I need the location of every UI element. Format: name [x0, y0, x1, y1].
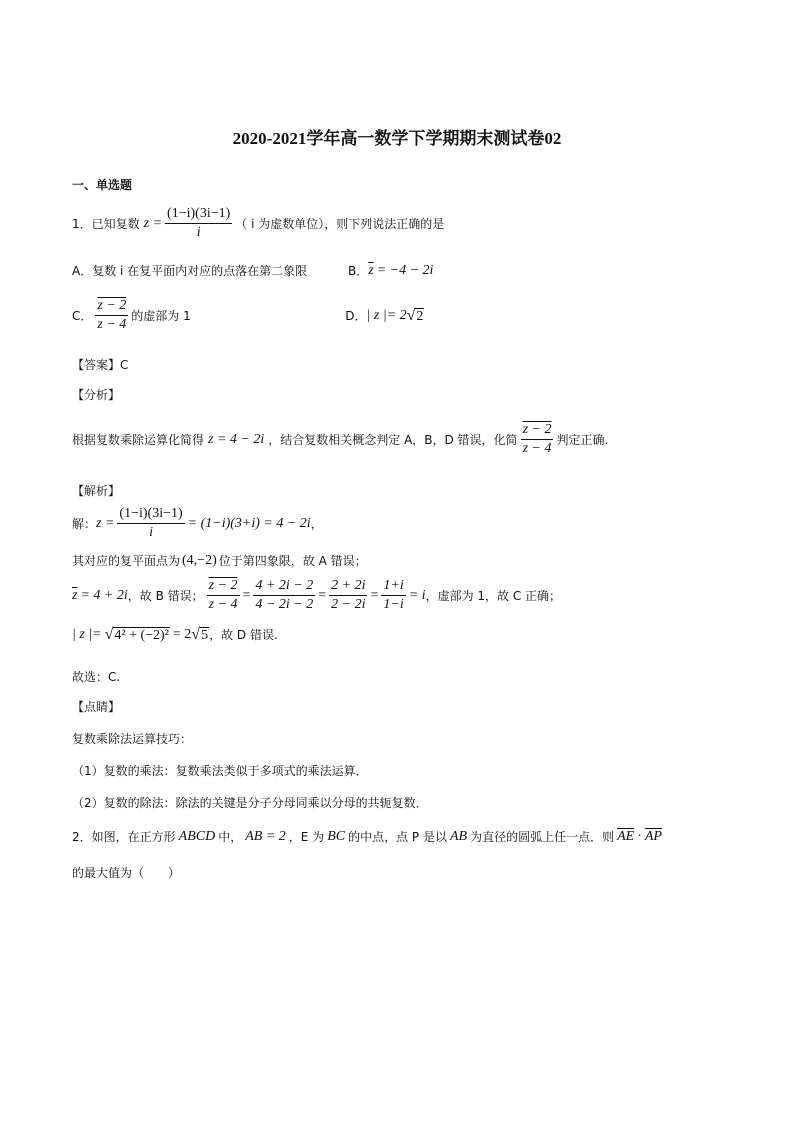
solution-fraction [117, 506, 184, 541]
solution-l2-b: 位于第四象限，故 A 错误； [218, 554, 367, 568]
solution-sqrt-1: √ 4² + (−2)² [104, 625, 169, 643]
solution-point: (4,−2) [182, 552, 217, 568]
q2-ab-eq: AB = 2 [245, 828, 286, 844]
q1-frac-num: (1−i)(3i−1) [165, 206, 232, 224]
solution-frac-3-num: 2 + 2i [329, 578, 367, 596]
solution-frac-1 [207, 578, 240, 613]
solution-sqrt-2: √ 5 [191, 625, 209, 643]
solution-frac-4-den: 1−i [383, 597, 404, 612]
solution-zbar-eq: = 4 + 2i [80, 587, 128, 603]
section-heading: 一、单选题 [72, 178, 133, 192]
solution-frac-den: i [149, 525, 153, 540]
q2-text-d: 的中点，点 P 是以 [348, 830, 447, 844]
comment-point-2: （2）复数的除法：除法的关键是分子分母同乘以分母的共轭复数． [72, 796, 428, 810]
q1-options-ab [72, 262, 433, 279]
q2-vector-ap: $\overline{AP}$ [644, 828, 662, 844]
q1-prefix: 1．已知复数 [72, 217, 140, 231]
q2-text-a: 2．如图，在正方形 [72, 830, 176, 844]
q1-option-d-sqrt: √ 2 [406, 306, 424, 324]
q1-option-c-fraction [95, 298, 128, 333]
q1-fraction [165, 206, 232, 241]
comment-point-1: （1）复数的乘法：复数乘法类似于多项式的乘法运算． [72, 764, 368, 778]
solution-frac-num: (1−i)(3i−1) [117, 506, 184, 524]
solution-end: ， [310, 517, 323, 531]
q1-option-c-den: z − 4 [97, 317, 127, 332]
q2-stem-line-1 [72, 828, 662, 845]
q1-frac-den: i [196, 225, 201, 240]
q2-text-b: 中， [218, 830, 243, 844]
solution-frac-2-den: 4 − 2i − 2 [255, 597, 314, 612]
solution-line-1 [72, 506, 323, 541]
solution-line-3: $\overline{z}$ = 4 + 2i ，故 B 错误； $\frac{z - 2}{z - 4}$ = $\frac{4 + 2i - 2}{4 - 2i - 2}$ = $\frac{2 + 2i}{2 - 2i}$ = $\frac{1+i}{1-i}$ = i ，虚部为 1，故 C 正确； [72, 578, 562, 612]
analysis-frac-den: z − 4 [522, 441, 552, 456]
solution-l4-c: ，故 D 错误. [209, 628, 278, 642]
q1-option-d-label: D． [345, 309, 367, 323]
q2-vector-ae: $\overline{AE}$ [617, 828, 635, 844]
analysis-fraction [521, 422, 554, 457]
solution-frac-4 [381, 578, 405, 613]
analysis-text-2: ，结合复数相关概念判定 A，B，D 错误，化简 [268, 433, 518, 447]
comment-tag: 【点睛】 [72, 700, 121, 714]
solution-zbar: $\overline{z}$ [72, 587, 78, 603]
analysis-line [72, 422, 608, 457]
q1-option-b-zbar: $\overline{z}$ [368, 262, 374, 278]
solution-frac-3-den: 2 − 2i [331, 597, 366, 612]
solution-z: z = [96, 515, 115, 531]
solution-frac-1-den: z − 4 [208, 597, 238, 612]
q2-stem-line-2: 的最大值为（ ） [72, 866, 181, 880]
analysis-expr-1: z = 4 − 2i [208, 431, 265, 447]
solution-frac-2-num: 4 + 2i − 2 [253, 578, 315, 596]
q1-option-b-label: B． [348, 264, 369, 278]
q1-z: z = [143, 215, 163, 231]
solution-frac-1-num: z − 2 [207, 578, 240, 596]
solution-frac-4-num: 1+i [381, 578, 405, 596]
q2-text-c: ，E 为 [288, 830, 325, 844]
q1-option-c-label: C． [72, 309, 93, 323]
solution-tag: 【解析】 [72, 484, 121, 498]
solution-line-4 [72, 626, 278, 643]
q1-stem [72, 206, 444, 241]
analysis-frac-num: z − 2 [521, 422, 554, 440]
q2-bc: BC [327, 828, 346, 844]
solution-eq-2: = 2 [172, 626, 192, 642]
solution-expr: = (1−i)(3+i) = 4 − 2i [187, 515, 311, 531]
solution-l3-b: ，故 B 错误； [127, 589, 204, 603]
comment-intro: 复数乘除法运算技巧： [72, 732, 193, 746]
solution-conclusion: 故选：C. [72, 670, 121, 684]
q2-abcd: ABCD [178, 828, 216, 844]
analysis-tag: 【分析】 [72, 388, 121, 402]
q1-options-cd [72, 298, 424, 333]
solution-l3-c: ，虚部为 1，故 C 正确； [425, 589, 562, 603]
q2-text-e: 为直径的圆弧上任一点．则 [470, 830, 615, 844]
q1-option-b-expr: = −4 − 2i [376, 262, 434, 278]
analysis-text-1: 根据复数乘除运算化简得 [72, 433, 205, 447]
solution-frac-2 [253, 578, 315, 613]
solution-eq-i: = i [408, 587, 426, 603]
q1-option-c-num: z − 2 [95, 298, 128, 316]
q1-option-a: A．复数 i 在复平面内对应的点落在第二象限 [72, 264, 308, 278]
solution-radicand-1: 4² + (−2)² [114, 627, 169, 643]
analysis-text-3: 判定正确. [556, 433, 609, 447]
solution-line-2 [72, 552, 367, 569]
solution-modulus: | z |= [72, 626, 102, 642]
q1-option-d-expr: | z |= 2 [366, 307, 407, 323]
q1-option-d-radicand: 2 [416, 308, 424, 324]
q1-suffix: （ i 为虚数单位），则下列说法正确的是 [235, 217, 445, 231]
solution-radicand-2: 5 [201, 627, 209, 643]
solution-l2-a: 其对应的复平面点为 [72, 554, 181, 568]
q2-dot: · [637, 828, 642, 844]
answer-tag: 【答案】C [72, 358, 129, 372]
q2-ab: AB [449, 828, 468, 844]
page-title: 2020-2021学年高一数学下学期期末测试卷02 [232, 129, 562, 148]
solution-prefix: 解： [72, 517, 97, 531]
solution-frac-3 [329, 578, 367, 613]
q1-option-c-text: 的虚部为 1 [131, 309, 191, 323]
